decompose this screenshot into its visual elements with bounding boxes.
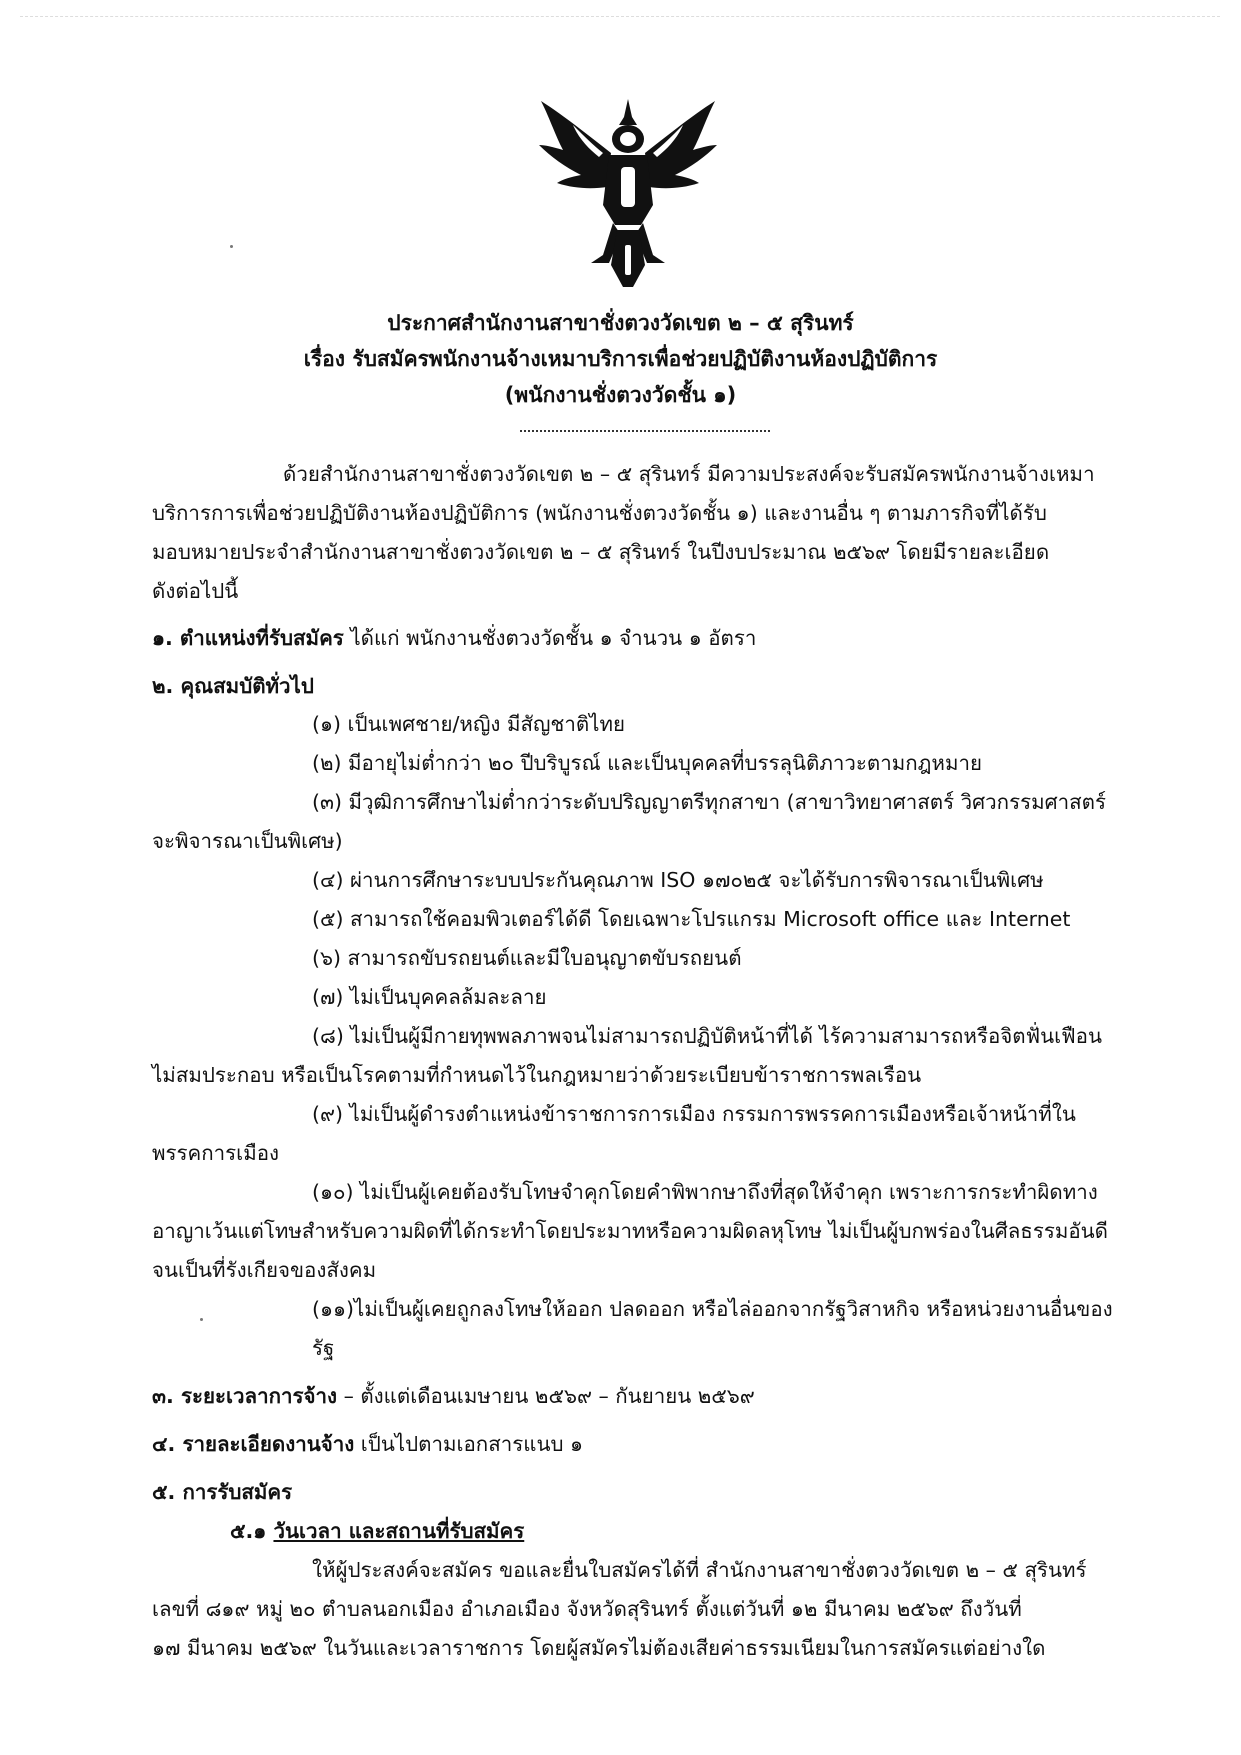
qualification-6: (๖) สามารถขับรถยนต์และมีใบอนุญาตขับรถยนต์ — [312, 946, 742, 970]
intro-line-4: ดังต่อไปนี้ — [152, 579, 239, 603]
section-5-1 — [230, 1517, 524, 1545]
dotted-separator — [520, 430, 770, 432]
announcement-heading: ประกาศสำนักงานสาขาชั่งตวงวัดเขต ๒ – ๕ สุรินทร์ — [387, 311, 854, 335]
qualification-10-cont-1: อาญาเว้นแต่โทษสำหรับความผิดที่ได้กระทำโดยประมาทหรือความผิดลหุโทษ ไม่เป็นผู้บกพร่องในศีลธรรมอันดี — [152, 1219, 1108, 1243]
scan-speck — [200, 1318, 203, 1321]
qualification-9: (๙) ไม่เป็นผู้ดำรงตำแหน่งข้าราชการการเมือง กรรมการพรรคการเมืองหรือเจ้าหน้าที่ใน — [312, 1102, 1076, 1126]
qualification-10-cont-2: จนเป็นที่รังเกียจของสังคม — [152, 1258, 377, 1282]
section-1-heading: ๑. ตำแหน่งที่รับสมัคร — [152, 626, 344, 650]
section-5-1-line-3: ๑๗ มีนาคม ๒๕๖๙ ในวันและเวลาราชการ โดยผู้สมัครไม่ต้องเสียค่าธรรมเนียมในการสมัครแต่อย่างใด — [152, 1636, 1046, 1660]
section-5-1-line-2: เลขที่ ๘๑๙ หมู่ ๒๐ ตำบลนอกเมือง อำเภอเมือง จังหวัดสุรินทร์ ตั้งแต่วันที่ ๑๒ มีนาคม ๒๕๖๙ ถึงวันที่ — [152, 1597, 1022, 1621]
position-note: (พนักงานชั่งตวงวัดชั้น ๑) — [504, 383, 737, 407]
section-5-heading: ๕. การรับสมัคร — [152, 1480, 293, 1504]
intro-line-3: มอบหมายประจำสำนักงานสาขาชั่งตวงวัดเขต ๒ – ๕ สุรินทร์ ในปีงบประมาณ ๒๕๖๙ โดยมีรายละเอียด — [152, 540, 1050, 564]
qualification-1: (๑) เป็นเพศชาย/หญิง มีสัญชาติไทย — [312, 712, 626, 736]
qualification-10: (๑๐) ไม่เป็นผู้เคยต้องรับโทษจำคุกโดยคำพิพากษาถึงที่สุดให้จำคุก เพราะการกระทำผิดทาง — [312, 1180, 1098, 1204]
section-1 — [152, 624, 756, 652]
intro-line-1: ด้วยสำนักงานสาขาชั่งตวงวัดเขต ๒ – ๕ สุรินทร์ มีความประสงค์จะรับสมัครพนักงานจ้างเหมา — [283, 462, 1095, 486]
qualification-8: (๘) ไม่เป็นผู้มีกายทุพพลภาพจนไม่สามารถปฏิบัติหน้าที่ได้ ไร้ความสามารถหรือจิตฟั่นเฟือน — [312, 1024, 1102, 1048]
qualification-9-cont: พรรคการเมือง — [152, 1141, 280, 1165]
qualification-11: (๑๑)ไม่เป็นผู้เคยถูกลงโทษให้ออก ปลดออก หรือไล่ออกจากรัฐวิสาหกิจ หรือหน่วยงานอื่นของ — [312, 1297, 1113, 1321]
section-3-text: – ตั้งแต่เดือนเมษายน ๒๕๖๙ – กันยายน ๒๕๖๙ — [343, 1384, 755, 1408]
section-3 — [152, 1382, 755, 1410]
qualification-8-cont: ไม่สมประกอบ หรือเป็นโรคตามที่กำหนดไว้ในกฎหมายว่าด้วยระเบียบข้าราชการพลเรือน — [152, 1063, 922, 1087]
scan-border-noise — [20, 16, 1220, 17]
section-4 — [152, 1430, 583, 1458]
announcement-title — [0, 305, 1241, 413]
section-5-1-line-1: ให้ผู้ประสงค์จะสมัคร ขอและยื่นใบสมัครได้ที่ สำนักงานสาขาชั่งตวงวัดเขต ๒ – ๕ สุรินทร์ — [312, 1558, 1087, 1582]
section-2-heading: ๒. คุณสมบัติทั่วไป — [152, 674, 314, 698]
section-5-1-number: ๕.๑ — [230, 1519, 267, 1543]
scan-speck — [230, 245, 233, 248]
subject-heading: เรื่อง รับสมัครพนักงานจ้างเหมาบริการเพื่อช่วยปฏิบัติงานห้องปฏิบัติการ — [303, 347, 938, 371]
qualification-3: (๓) มีวุฒิการศึกษาไม่ต่ำกว่าระดับปริญญาตรีทุกสาขา (สาขาวิทยาศาสตร์ วิศวกรรมศาสตร์ — [312, 790, 1106, 814]
qualification-11-cont: รัฐ — [312, 1336, 335, 1360]
qualification-3-cont: จะพิจารณาเป็นพิเศษ) — [152, 829, 343, 853]
garuda-emblem-icon — [533, 95, 723, 291]
qualification-7: (๗) ไม่เป็นบุคคลล้มละลาย — [312, 985, 547, 1009]
section-1-text: ได้แก่ พนักงานชั่งตวงวัดชั้น ๑ จำนวน ๑ อัตรา — [350, 626, 757, 650]
section-3-heading: ๓. ระยะเวลาการจ้าง — [152, 1384, 338, 1408]
qualification-4: (๔) ผ่านการศึกษาระบบประกันคุณภาพ ISO ๑๗๐๒๕ จะได้รับการพิจารณาเป็นพิเศษ — [312, 868, 1044, 892]
section-4-heading: ๔. รายละเอียดงานจ้าง — [152, 1432, 355, 1456]
section-5-1-heading: วันเวลา และสถานที่รับสมัคร — [273, 1519, 525, 1543]
qualification-2: (๒) มีอายุไม่ต่ำกว่า ๒๐ ปีบริบูรณ์ และเป็นบุคคลที่บรรลุนิติภาวะตามกฎหมาย — [312, 751, 982, 775]
qualification-5: (๕) สามารถใช้คอมพิวเตอร์ได้ดี โดยเฉพาะโปรแกรม Microsoft office และ Internet — [312, 907, 1071, 931]
section-4-text: เป็นไปตามเอกสารแนบ ๑ — [360, 1432, 584, 1456]
intro-line-2: บริการการเพื่อช่วยปฏิบัติงานห้องปฏิบัติการ (พนักงานชั่งตวงวัดชั้น ๑) และงานอื่น ๆ ตามภารกิจที่ได้รับ — [152, 501, 1047, 525]
